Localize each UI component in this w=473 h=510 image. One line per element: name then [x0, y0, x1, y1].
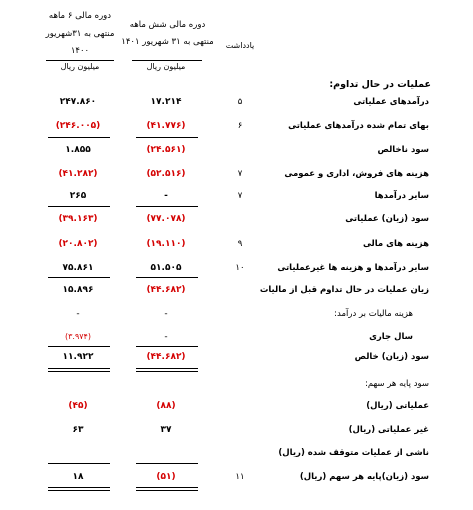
- row-label: زیان عملیات در حال تداوم قبل از مالیات: [259, 285, 429, 295]
- row-label: هزینه های مالی: [362, 239, 429, 249]
- row-value-previous: ۲۴۷.۸۶۰: [59, 97, 97, 107]
- row-value-current: (۵۲.۵۱۶): [146, 169, 186, 179]
- row-note: ۷: [237, 169, 243, 179]
- section-title: عملیات در حال تداوم:: [329, 79, 431, 90]
- row-value-current: -: [164, 309, 168, 319]
- row-value-previous: ۱۸: [72, 472, 84, 482]
- subtotal-rule-current: [136, 277, 198, 278]
- row-value-previous: ۱۱.۹۲۲: [62, 352, 94, 362]
- row-note: ۱۰: [235, 263, 245, 273]
- row-value-current: (۴۴.۶۸۲): [146, 285, 186, 295]
- col-curr-header-2: منتهی به ۳۱ شهریور ۱۴۰۱: [121, 37, 214, 47]
- row-label: هزینه های فروش، اداری و عمومی: [284, 169, 429, 179]
- row-value-current: (۲۴.۵۶۱): [146, 145, 186, 155]
- total-double-rule-previous: [48, 368, 110, 372]
- subtotal-rule-previous: [48, 463, 110, 464]
- row-label: ناشی از عملیات متوقف شده (ریال): [278, 448, 429, 458]
- row-value-current: ۱۷.۲۱۴: [150, 97, 182, 107]
- row-value-previous: (۳.۹۷۴): [65, 332, 91, 341]
- row-value-current: ۵۱.۵۰۵: [150, 263, 182, 273]
- row-label: درآمدهای عملیاتی: [353, 97, 429, 107]
- row-label: سایر درآمدها: [374, 191, 429, 201]
- col-prev-header-2: منتهی به ۳۱شهریور: [45, 29, 115, 39]
- row-value-previous: ۱۵.۸۹۶: [62, 285, 94, 295]
- row-note: ۷: [237, 191, 243, 201]
- col-prev-header-1: دوره مالی ۶ ماهه: [48, 11, 112, 21]
- row-note: ۱۱: [235, 472, 245, 482]
- row-value-previous: -: [76, 309, 80, 319]
- row-label: هزینه مالیات بر درآمد:: [334, 309, 413, 319]
- row-value-previous: (۲۰.۸۰۲): [58, 239, 98, 249]
- row-value-current: (۷۷.۰۷۸): [146, 214, 186, 224]
- total-double-rule-previous: [48, 487, 110, 491]
- row-value-current: -: [164, 191, 168, 201]
- col-curr-header-1: دوره مالی شش ماهه: [129, 20, 206, 30]
- subtotal-rule-previous: [48, 206, 110, 207]
- row-label: بهای تمام شده درآمدهای عملیاتی: [288, 121, 429, 131]
- row-note: ۹: [237, 239, 243, 249]
- row-value-previous: (۲۴۶.۰۰۵): [55, 121, 101, 131]
- subtotal-rule-current: [136, 137, 198, 138]
- note-column-header: یادداشت: [225, 41, 255, 50]
- row-label: سال جاری: [369, 332, 413, 342]
- subtotal-rule-current: [136, 463, 198, 464]
- total-double-rule-current: [136, 487, 198, 491]
- row-value-previous: ۲۶۵: [69, 191, 87, 201]
- header-rule-prev: [46, 60, 114, 61]
- row-value-current: (۱۹.۱۱۰): [146, 239, 186, 249]
- row-value-previous: (۴۵): [68, 401, 88, 411]
- row-value-previous: ۱.۸۵۵: [65, 145, 91, 155]
- subtotal-rule-previous: [48, 137, 110, 138]
- unit-prev: میلیون ریال: [60, 62, 100, 71]
- row-value-previous: ۶۳: [72, 425, 84, 435]
- row-label: سایر درآمدها و هزینه ها غیرعملیاتی: [277, 263, 429, 273]
- row-value-current: -: [164, 332, 168, 342]
- row-label: غیر عملیاتی (ریال): [348, 425, 429, 435]
- row-label: سود پایه هر سهم:: [364, 379, 429, 389]
- subtotal-rule-current: [136, 206, 198, 207]
- row-value-current: (۸۸): [156, 401, 176, 411]
- unit-curr: میلیون ریال: [146, 62, 186, 71]
- row-label: سود (زیان) خالص: [354, 352, 429, 362]
- row-value-previous: (۴۱.۲۸۲): [58, 169, 98, 179]
- row-label: سود (زیان) عملیاتی: [345, 214, 429, 224]
- header-rule-curr: [132, 60, 202, 61]
- row-label: سود ناخالص: [377, 145, 429, 155]
- row-value-current: (۴۴.۶۸۲): [146, 352, 186, 362]
- row-value-current: ۳۷: [160, 425, 172, 435]
- row-note: ۶: [237, 121, 243, 131]
- col-prev-header-3: ۱۴۰۰: [70, 46, 90, 56]
- subtotal-rule-previous: [48, 346, 110, 347]
- total-double-rule-current: [136, 368, 198, 372]
- subtotal-rule-previous: [48, 277, 110, 278]
- row-value-previous: ۷۵.۸۶۱: [62, 263, 94, 273]
- row-value-current: (۵۱): [156, 472, 176, 482]
- row-label: سود (زیان)پایه هر سهم (ریال): [299, 472, 429, 482]
- row-note: ۵: [237, 97, 243, 107]
- subtotal-rule-current: [136, 346, 198, 347]
- row-value-previous: (۳۹.۱۶۳): [58, 214, 98, 224]
- row-label: عملیاتی (ریال): [366, 401, 429, 411]
- row-value-current: (۴۱.۷۷۶): [146, 121, 186, 131]
